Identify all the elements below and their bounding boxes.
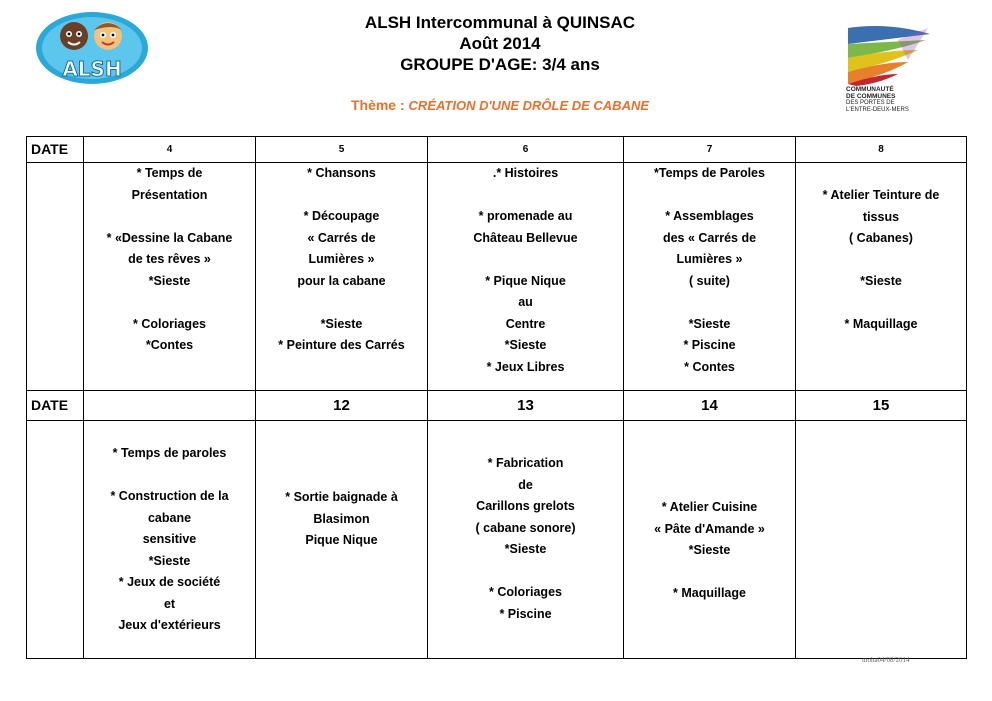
activity-cell: * Temps de Présentation * «Dessine la Cabane de tes rêves » *Sieste * Coloriages *Contes [84, 163, 256, 391]
day-number: 14 [624, 391, 796, 421]
svg-text:ALSH: ALSH [62, 57, 122, 81]
day-number: 12 [256, 391, 428, 421]
activity-cell: * Atelier Teinture de tissus ( Cabanes) *Sieste * Maquillage [796, 163, 967, 391]
date-label: DATE [27, 391, 84, 421]
header-age-group: GROUPE D'AGE: 3/4 ans [400, 55, 600, 74]
child-face-left [60, 22, 88, 50]
activity-cell: .* Histoires * promenade au Château Bellevue * Pique Nique au Centre *Sieste * Jeux Libres [428, 163, 624, 391]
week2-activities-row [27, 421, 967, 659]
header-month: Août 2014 [459, 34, 541, 53]
day-number: 8 [796, 137, 967, 163]
theme-line [270, 97, 730, 113]
signature-stamp: moha04/08/2014 [862, 656, 910, 664]
day-number: 15 [796, 391, 967, 421]
theme-title: CRÉATION D'UNE DRÔLE DE CABANE [408, 98, 650, 113]
activity-cell: * Temps de paroles * Construction de la cabane sensitive *Sieste * Jeux de société et Jeux d'extérieurs [84, 421, 256, 659]
day-number: 4 [84, 137, 256, 163]
day-number: 5 [256, 137, 428, 163]
row-label-empty [27, 421, 84, 659]
date-label: DATE [27, 137, 84, 163]
day-number [84, 391, 256, 421]
row-label-empty [27, 163, 84, 391]
activity-cell: * Sortie baignade à Blasimon Pique Nique [256, 421, 428, 659]
activity-schedule-table [26, 136, 967, 659]
week2-date-row [27, 391, 967, 421]
day-number: 7 [624, 137, 796, 163]
activity-cell: *Temps de Paroles * Assemblages des « Carrés de Lumières » ( suite) *Sieste * Piscine * Contes [624, 163, 796, 391]
week1-date-row [27, 137, 967, 163]
day-number: 13 [428, 391, 624, 421]
document-header [250, 12, 750, 75]
day-number: 6 [428, 137, 624, 163]
theme-label: Thème : [350, 97, 409, 113]
activity-cell: * Fabrication de Carillons grelots ( cabane sonore) *Sieste * Coloriages * Piscine [428, 421, 624, 659]
activity-cell: * Atelier Cuisine « Pâte d'Amande » *Sieste * Maquillage [624, 421, 796, 659]
header-title: ALSH Intercommunal à QUINSAC [364, 13, 636, 32]
community-logo-text: COMMUNAUTÉ DE COMMUNES DES PORTES DE L'ENTRE-DEUX-MERS [846, 86, 909, 113]
alsh-logo [32, 6, 152, 86]
week1-activities-row [27, 163, 967, 391]
activity-cell [796, 421, 967, 659]
activity-cell: * Chansons * Découpage « Carrés de Lumières » pour la cabane *Sieste * Peinture des Carrés [256, 163, 428, 391]
